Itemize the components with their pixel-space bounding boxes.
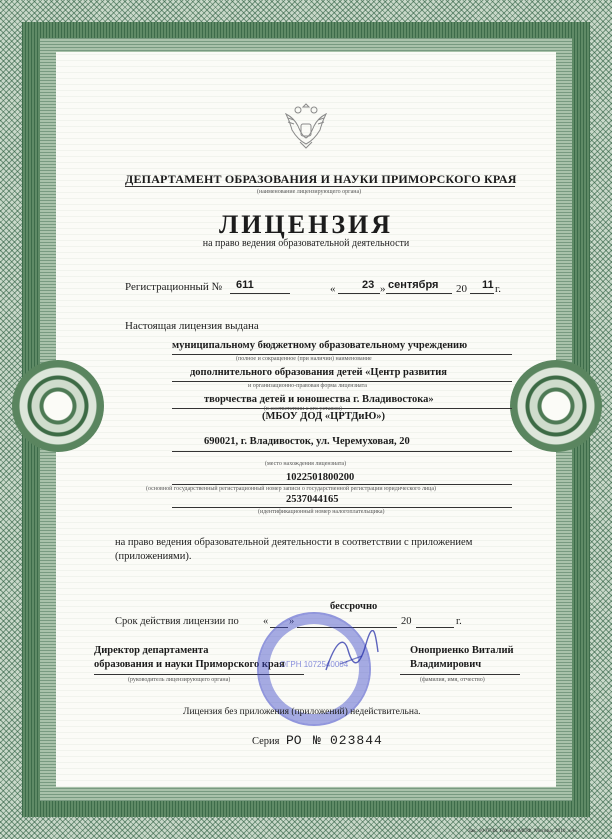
validity-year-unit: г. (456, 616, 462, 627)
series-value: РО (286, 733, 302, 748)
signatory-position-line1: Директор департамента (94, 645, 209, 656)
purpose-line2: (приложениями). (115, 551, 192, 562)
series-number: 023844 (330, 733, 383, 748)
inn-caption: (идентификационный номер налогоплательщика) (258, 509, 385, 515)
org-caption1: (полное и сокращенное (при наличии) наименование (236, 356, 372, 362)
purpose-line1: на право ведения образовательной деятельности в соответствии с приложением (115, 537, 473, 548)
validity-year-prefix: 20 (401, 616, 412, 627)
registration-day: 23 (362, 279, 375, 291)
year-prefix: 20 (456, 283, 467, 295)
number-sign: № (313, 733, 321, 748)
right-rosette-ornament (510, 360, 602, 452)
day-line (338, 293, 380, 294)
date-quote-open: « (330, 283, 336, 295)
org-line1-underline (172, 354, 512, 355)
validity-year-line (416, 627, 454, 628)
registration-label: Регистрационный № (125, 281, 223, 293)
org-name-line1: муниципальному бюджетному образовательному учреждению (172, 340, 468, 351)
year-unit: г. (495, 283, 502, 295)
registration-month: сентября (388, 279, 439, 291)
signatory-name-caption: (фамилия, имя, отчество) (420, 677, 485, 683)
ogrn-caption: (основной государственный регистрационный номер записи о государственной регистрации юридического лица) (146, 486, 437, 492)
document-subtitle: на право ведения образовательной деятельности (202, 238, 410, 249)
org-line2-underline (172, 381, 512, 382)
department-name: ДЕПАРТАМЕНТ ОБРАЗОВАНИЯ И НАУКИ ПРИМОРСКОГО КРАЯ (125, 172, 517, 186)
org-line3-underline (172, 408, 512, 409)
department-underline (125, 186, 515, 187)
org-short-name: (МБОУ ДОД «ЦРТДиЮ») (262, 411, 386, 422)
signatory-position-line2: образования и науки Приморского края (94, 659, 285, 670)
inn-underline (172, 507, 512, 508)
org-caption3: (в соответствии с его уставом) (264, 406, 342, 412)
org-name-line3: творчества детей и юношества г. Владивостока» (204, 394, 434, 405)
inn-number: 2537044165 (286, 494, 339, 505)
ogrn-underline (172, 484, 512, 485)
validity-quote-open: « (263, 616, 269, 627)
signatory-position-caption: (руководитель лицензирующего органа) (128, 677, 231, 683)
date-quote-close: » (380, 283, 386, 295)
issued-intro: Настоящая лицензия выдана (125, 320, 259, 332)
stamp-text: ОГРН 1072540004 (279, 660, 349, 669)
series-label: Серия (252, 736, 280, 747)
year-line (470, 293, 494, 294)
printer-imprint: Зак. 10-6748. Гознак, МПФ, Москва, 2010. «А». (468, 828, 580, 834)
address-caption: (место нахождения лицензиата) (265, 461, 347, 467)
signatory-name-line1: Оноприенко Виталий (410, 645, 514, 656)
department-caption: (наименование лицензирующего органа) (257, 189, 362, 195)
org-address: 690021, г. Владивосток, ул. Черемуховая, 20 (204, 436, 410, 447)
validity-note: Лицензия без приложения (приложений) недействительна. (183, 707, 421, 717)
registration-number: 611 (236, 279, 254, 291)
address-underline (172, 451, 512, 452)
org-caption2: и организационно-правовая форма лицензиата (248, 383, 367, 389)
handwritten-signature-icon (322, 630, 382, 680)
validity-label: Срок действия лицензии по (115, 616, 239, 627)
validity-quote-close: » (289, 616, 295, 627)
ogrn-number: 1022501800200 (286, 472, 355, 483)
document-title: ЛИЦЕНЗИЯ (218, 210, 394, 239)
org-name-line2: дополнительного образования детей «Центр развития (190, 367, 447, 378)
month-line (386, 293, 452, 294)
signatory-name-line2: Владимирович (410, 659, 482, 670)
registration-number-line (230, 293, 290, 294)
name-underline (400, 674, 520, 675)
left-rosette-ornament (12, 360, 104, 452)
validity-value: бессрочно (330, 601, 378, 612)
double-headed-eagle-emblem-icon (280, 98, 332, 152)
registration-year: 11 (482, 279, 494, 291)
